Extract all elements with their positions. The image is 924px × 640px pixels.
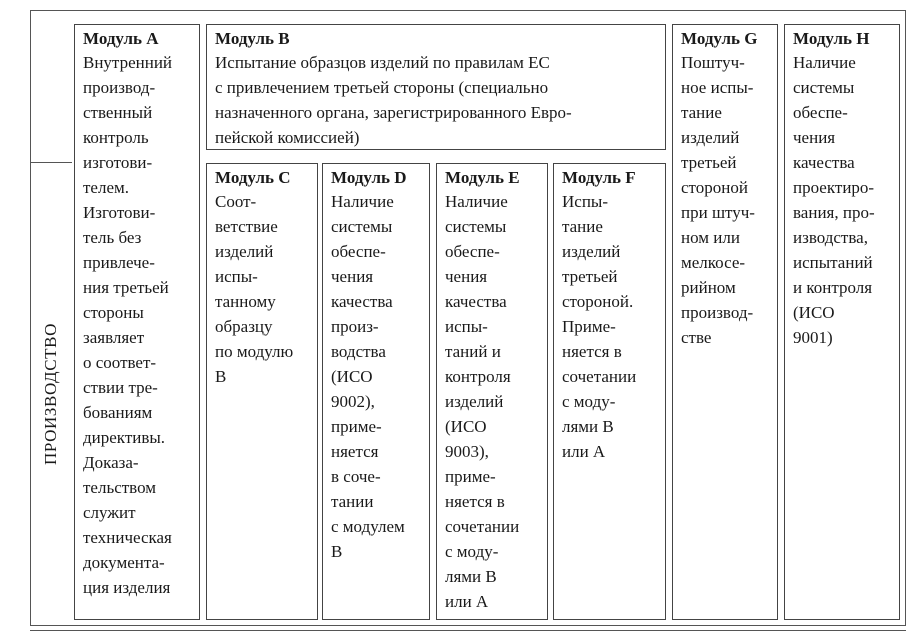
- description-line: 9002),: [331, 392, 375, 411]
- module-c-title: Модуль С: [215, 168, 291, 187]
- description-line: стороной: [681, 178, 748, 197]
- description-line: стороны: [83, 303, 144, 322]
- description-line: няется в: [562, 342, 622, 361]
- description-line: документа-: [83, 553, 165, 572]
- description-line: или А: [445, 592, 489, 611]
- module-a-title: Модуль А: [83, 29, 159, 48]
- description-line: чения: [445, 267, 488, 286]
- description-line: вания, про-: [793, 203, 875, 222]
- module-e-box: [436, 163, 548, 620]
- description-line: и контроля: [793, 278, 873, 297]
- module-f-title: Модуль F: [562, 168, 636, 187]
- description-line: (ИСО: [331, 367, 373, 386]
- description-line: контроля: [445, 367, 511, 386]
- description-line: таний и: [445, 342, 501, 361]
- description-line: о соответ-: [83, 353, 157, 372]
- description-line: Соот-: [215, 192, 257, 211]
- description-line: системы: [793, 78, 855, 97]
- description-line: тельством: [83, 478, 157, 497]
- description-line: обеспе-: [793, 103, 848, 122]
- description-line: Испы-: [562, 192, 609, 211]
- description-line: с моду-: [445, 542, 499, 561]
- module-d-box: [322, 163, 430, 620]
- description-line: бованиям: [83, 403, 153, 422]
- description-line: привлече-: [83, 253, 155, 272]
- module-c-description: [215, 189, 311, 389]
- description-line: производ-: [681, 303, 754, 322]
- description-line: сочетании: [445, 517, 520, 536]
- description-line: 9001): [793, 328, 833, 347]
- description-line: или А: [562, 442, 606, 461]
- description-line: служит: [83, 503, 136, 522]
- description-line: ветствие: [215, 217, 278, 236]
- description-line: тании: [331, 492, 374, 511]
- description-line: танному: [215, 292, 276, 311]
- module-g-title: Модуль G: [681, 29, 758, 48]
- module-a-box: [74, 24, 200, 620]
- description-line: ция изделия: [83, 578, 171, 597]
- description-line: качества: [445, 292, 507, 311]
- description-line: няется: [331, 442, 379, 461]
- description-line: пейской комиссией): [215, 128, 360, 147]
- module-b-description: [215, 50, 659, 150]
- description-line: изводства,: [793, 228, 868, 247]
- description-line: чения: [331, 267, 374, 286]
- description-line: чения: [793, 128, 836, 147]
- description-line: телем.: [83, 178, 130, 197]
- description-line: стве: [681, 328, 712, 347]
- description-line: обеспе-: [445, 242, 500, 261]
- module-b-title: Модуль В: [215, 29, 290, 48]
- module-f-box: [553, 163, 666, 620]
- description-line: Приме-: [562, 317, 616, 336]
- description-line: изделий: [215, 242, 274, 261]
- description-line: рийном: [681, 278, 736, 297]
- description-line: при штуч-: [681, 203, 755, 222]
- description-line: заявляет: [83, 328, 145, 347]
- module-e-description: [445, 189, 541, 614]
- module-d-title: Модуль D: [331, 168, 407, 187]
- production-label: ПРОИЗВОДСТВО: [41, 323, 60, 465]
- module-d-description: [331, 189, 423, 564]
- description-line: Доказа-: [83, 453, 139, 472]
- description-line: В: [331, 542, 343, 561]
- description-line: лями В: [562, 417, 614, 436]
- bottom-rule: [30, 630, 906, 631]
- description-line: произ-: [331, 317, 379, 336]
- description-line: с привлечением третьей стороны (специально: [215, 78, 549, 97]
- description-line: изделий: [562, 242, 621, 261]
- description-line: системы: [445, 217, 507, 236]
- description-line: ния третьей: [83, 278, 169, 297]
- module-a-description: [83, 50, 193, 600]
- description-line: изготови-: [83, 153, 153, 172]
- module-h-box: [784, 24, 900, 620]
- description-line: третьей: [562, 267, 618, 286]
- description-line: в соче-: [331, 467, 381, 486]
- description-line: с моду-: [562, 392, 616, 411]
- description-line: водства: [331, 342, 386, 361]
- description-line: обеспе-: [331, 242, 386, 261]
- description-line: тание: [562, 217, 603, 236]
- description-line: проектиро-: [793, 178, 875, 197]
- description-line: образцу: [215, 317, 273, 336]
- description-line: ное испы-: [681, 78, 754, 97]
- description-line: В: [215, 367, 227, 386]
- module-f-description: [562, 189, 659, 464]
- description-line: ственный: [83, 103, 153, 122]
- description-line: мелкосе-: [681, 253, 746, 272]
- description-line: Поштуч-: [681, 53, 745, 72]
- module-h-title: Модуль Н: [793, 29, 870, 48]
- description-line: лями В: [445, 567, 497, 586]
- description-line: качества: [331, 292, 393, 311]
- description-line: изделий: [681, 128, 740, 147]
- side-divider: [30, 162, 72, 163]
- description-line: (ИСО: [445, 417, 487, 436]
- description-line: директивы.: [83, 428, 166, 447]
- description-line: Наличие: [445, 192, 508, 211]
- description-line: производ-: [83, 78, 156, 97]
- description-line: няется в: [445, 492, 505, 511]
- description-line: третьей: [681, 153, 737, 172]
- description-line: тель без: [83, 228, 142, 247]
- description-line: сочетании: [562, 367, 637, 386]
- module-g-description: [681, 50, 771, 350]
- description-line: по модулю: [215, 342, 294, 361]
- description-line: качества: [793, 153, 855, 172]
- description-line: испы-: [215, 267, 258, 286]
- description-line: Наличие: [331, 192, 394, 211]
- description-line: (ИСО: [793, 303, 835, 322]
- module-b-box: [206, 24, 666, 150]
- description-line: приме-: [331, 417, 382, 436]
- description-line: испытаний: [793, 253, 873, 272]
- description-line: испы-: [445, 317, 488, 336]
- description-line: тание: [681, 103, 722, 122]
- description-line: ном или: [681, 228, 740, 247]
- module-e-title: Модуль Е: [445, 168, 520, 187]
- module-g-box: [672, 24, 778, 620]
- description-line: стороной.: [562, 292, 634, 311]
- description-line: назначенного органа, зарегистрированного Евро-: [215, 103, 572, 122]
- description-line: Внутренний: [83, 53, 173, 72]
- description-line: системы: [331, 217, 393, 236]
- description-line: Испытание образцов изделий по правилам ЕС: [215, 53, 550, 72]
- description-line: техническая: [83, 528, 172, 547]
- description-line: ствии тре-: [83, 378, 158, 397]
- description-line: 9003),: [445, 442, 489, 461]
- description-line: приме-: [445, 467, 496, 486]
- module-h-description: [793, 50, 893, 350]
- description-line: Изготови-: [83, 203, 156, 222]
- module-c-box: [206, 163, 318, 620]
- description-line: контроль: [83, 128, 149, 147]
- description-line: с модулем: [331, 517, 405, 536]
- description-line: изделий: [445, 392, 504, 411]
- description-line: Наличие: [793, 53, 856, 72]
